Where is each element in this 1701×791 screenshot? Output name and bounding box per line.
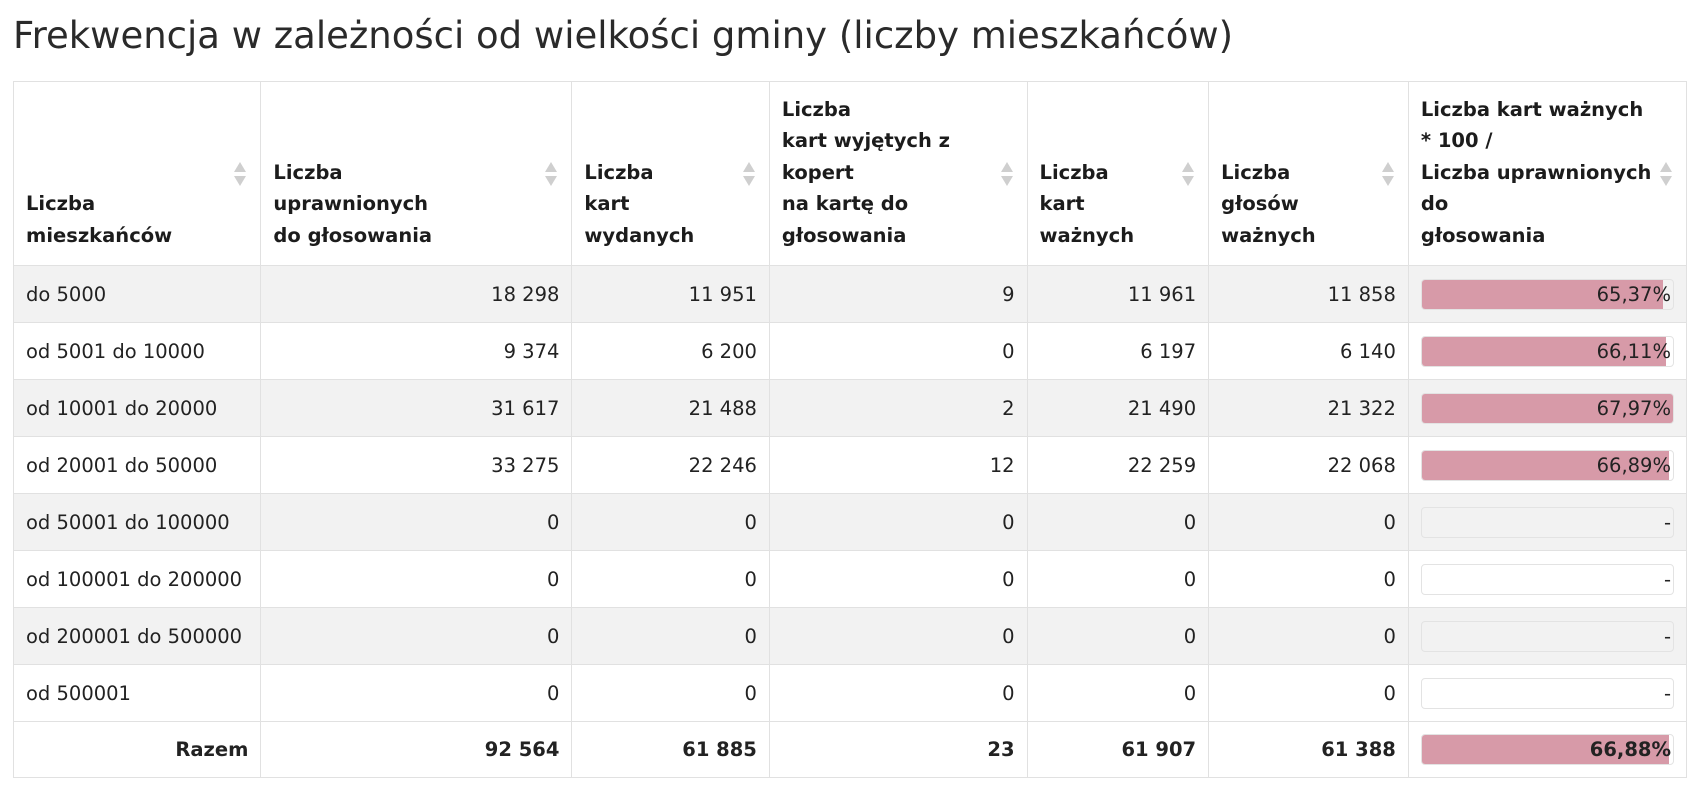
total-label: Razem — [14, 722, 261, 778]
cell-valid-votes: 0 — [1209, 494, 1409, 551]
table-row — [14, 380, 1687, 437]
turnout-bar — [1421, 678, 1674, 709]
cell-valid-ballots: 0 — [1027, 494, 1209, 551]
column-header-label: Liczba kart wyjętych z kopert na kartę do głosowania — [781, 97, 950, 247]
cell-eligible: 18 298 — [261, 266, 572, 323]
turnout-value: - — [1663, 567, 1671, 591]
total-issued: 61 885 — [572, 722, 769, 778]
sort-icon[interactable] — [545, 162, 557, 188]
turnout-cell — [1408, 437, 1686, 494]
cell-envelopes: 0 — [769, 551, 1027, 608]
cell-eligible: 31 617 — [261, 380, 572, 437]
total-envelopes: 23 — [769, 722, 1027, 778]
cell-issued: 0 — [572, 608, 769, 665]
cell-valid-ballots: 6 197 — [1027, 323, 1209, 380]
row-label: od 500001 — [14, 665, 261, 722]
row-label: od 20001 do 50000 — [14, 437, 261, 494]
row-label: do 5000 — [14, 266, 261, 323]
table-row — [14, 665, 1687, 722]
turnout-bar — [1421, 336, 1674, 367]
turnout-value: 67,97% — [1596, 396, 1671, 420]
cell-eligible: 0 — [261, 608, 572, 665]
turnout-bar — [1421, 450, 1674, 481]
cell-issued: 21 488 — [572, 380, 769, 437]
sort-icon[interactable] — [1382, 162, 1394, 188]
turnout-value: - — [1663, 681, 1671, 705]
cell-issued: 6 200 — [572, 323, 769, 380]
cell-valid-votes: 0 — [1209, 608, 1409, 665]
row-label: od 100001 do 200000 — [14, 551, 261, 608]
cell-valid-ballots: 0 — [1027, 665, 1209, 722]
cell-valid-ballots: 11 961 — [1027, 266, 1209, 323]
cell-valid-votes: 11 858 — [1209, 266, 1409, 323]
cell-eligible: 33 275 — [261, 437, 572, 494]
turnout-table — [13, 81, 1687, 778]
sort-icon[interactable] — [1182, 162, 1194, 188]
cell-eligible: 0 — [261, 494, 572, 551]
turnout-cell — [1408, 551, 1686, 608]
turnout-value: 65,37% — [1596, 282, 1671, 306]
turnout-bar — [1421, 279, 1674, 310]
total-row — [14, 722, 1687, 778]
cell-eligible: 0 — [261, 551, 572, 608]
turnout-cell — [1408, 380, 1686, 437]
row-label: od 50001 do 100000 — [14, 494, 261, 551]
cell-valid-votes: 21 322 — [1209, 380, 1409, 437]
cell-issued: 0 — [572, 551, 769, 608]
cell-valid-votes: 0 — [1209, 551, 1409, 608]
column-header-residents[interactable] — [14, 82, 261, 266]
column-header-turnout[interactable] — [1408, 82, 1686, 266]
cell-envelopes: 0 — [769, 323, 1027, 380]
total-eligible: 92 564 — [261, 722, 572, 778]
cell-valid-votes: 6 140 — [1209, 323, 1409, 380]
turnout-value: - — [1663, 510, 1671, 534]
column-header-label: Liczba głosów ważnych — [1221, 160, 1316, 247]
column-header-label: Liczba mieszkańców — [26, 192, 173, 247]
cell-valid-votes: 0 — [1209, 665, 1409, 722]
table-row — [14, 266, 1687, 323]
turnout-value: - — [1663, 624, 1671, 648]
row-label: od 5001 do 10000 — [14, 323, 261, 380]
column-header-envelopes[interactable] — [769, 82, 1027, 266]
column-header-label: Liczba kart ważnych — [1039, 160, 1135, 247]
turnout-bar — [1421, 621, 1674, 652]
turnout-cell — [1408, 266, 1686, 323]
turnout-cell — [1408, 494, 1686, 551]
table-row — [14, 494, 1687, 551]
column-header-eligible[interactable] — [261, 82, 572, 266]
column-header-valid-ballots[interactable] — [1027, 82, 1209, 266]
table-row — [14, 608, 1687, 665]
table-row — [14, 551, 1687, 608]
header-row — [14, 82, 1687, 266]
cell-envelopes: 12 — [769, 437, 1027, 494]
row-label: od 10001 do 20000 — [14, 380, 261, 437]
cell-valid-votes: 22 068 — [1209, 437, 1409, 494]
column-header-valid-votes[interactable] — [1209, 82, 1409, 266]
turnout-bar — [1421, 507, 1674, 538]
turnout-bar — [1421, 564, 1674, 595]
cell-envelopes: 0 — [769, 608, 1027, 665]
turnout-cell — [1408, 665, 1686, 722]
page-title: Frekwencja w zależności od wielkości gminy (liczby mieszkańców) — [13, 14, 1234, 57]
turnout-cell — [1408, 323, 1686, 380]
sort-icon[interactable] — [234, 162, 246, 188]
cell-valid-ballots: 21 490 — [1027, 380, 1209, 437]
cell-valid-ballots: 0 — [1027, 551, 1209, 608]
turnout-bar — [1421, 734, 1674, 765]
column-header-label: Liczba uprawnionych do głosowania — [273, 160, 433, 247]
turnout-value: 66,11% — [1596, 339, 1671, 363]
cell-envelopes: 9 — [769, 266, 1027, 323]
table-row — [14, 437, 1687, 494]
column-header-label: Liczba kart wydanych — [584, 160, 695, 247]
cell-issued: 11 951 — [572, 266, 769, 323]
turnout-value: 66,88% — [1589, 738, 1671, 761]
cell-envelopes: 0 — [769, 494, 1027, 551]
cell-valid-ballots: 0 — [1027, 608, 1209, 665]
cell-issued: 22 246 — [572, 437, 769, 494]
turnout-bar — [1421, 393, 1674, 424]
total-valid-votes: 61 388 — [1209, 722, 1409, 778]
row-label: od 200001 do 500000 — [14, 608, 261, 665]
sort-icon[interactable] — [743, 162, 755, 188]
cell-eligible: 0 — [261, 665, 572, 722]
table-row — [14, 323, 1687, 380]
turnout-value: 66,89% — [1596, 453, 1671, 477]
total-valid-ballots: 61 907 — [1027, 722, 1209, 778]
cell-issued: 0 — [572, 494, 769, 551]
cell-envelopes: 2 — [769, 380, 1027, 437]
column-header-issued[interactable] — [572, 82, 769, 266]
cell-eligible: 9 374 — [261, 323, 572, 380]
cell-issued: 0 — [572, 665, 769, 722]
cell-envelopes: 0 — [769, 665, 1027, 722]
total-turnout-cell — [1408, 722, 1686, 778]
column-header-label: Liczba kart ważnych * 100 / Liczba uprawnionych do głosowania — [1420, 97, 1652, 247]
turnout-cell — [1408, 608, 1686, 665]
sort-icon[interactable] — [1660, 162, 1672, 188]
cell-valid-ballots: 22 259 — [1027, 437, 1209, 494]
sort-icon[interactable] — [1001, 162, 1013, 188]
